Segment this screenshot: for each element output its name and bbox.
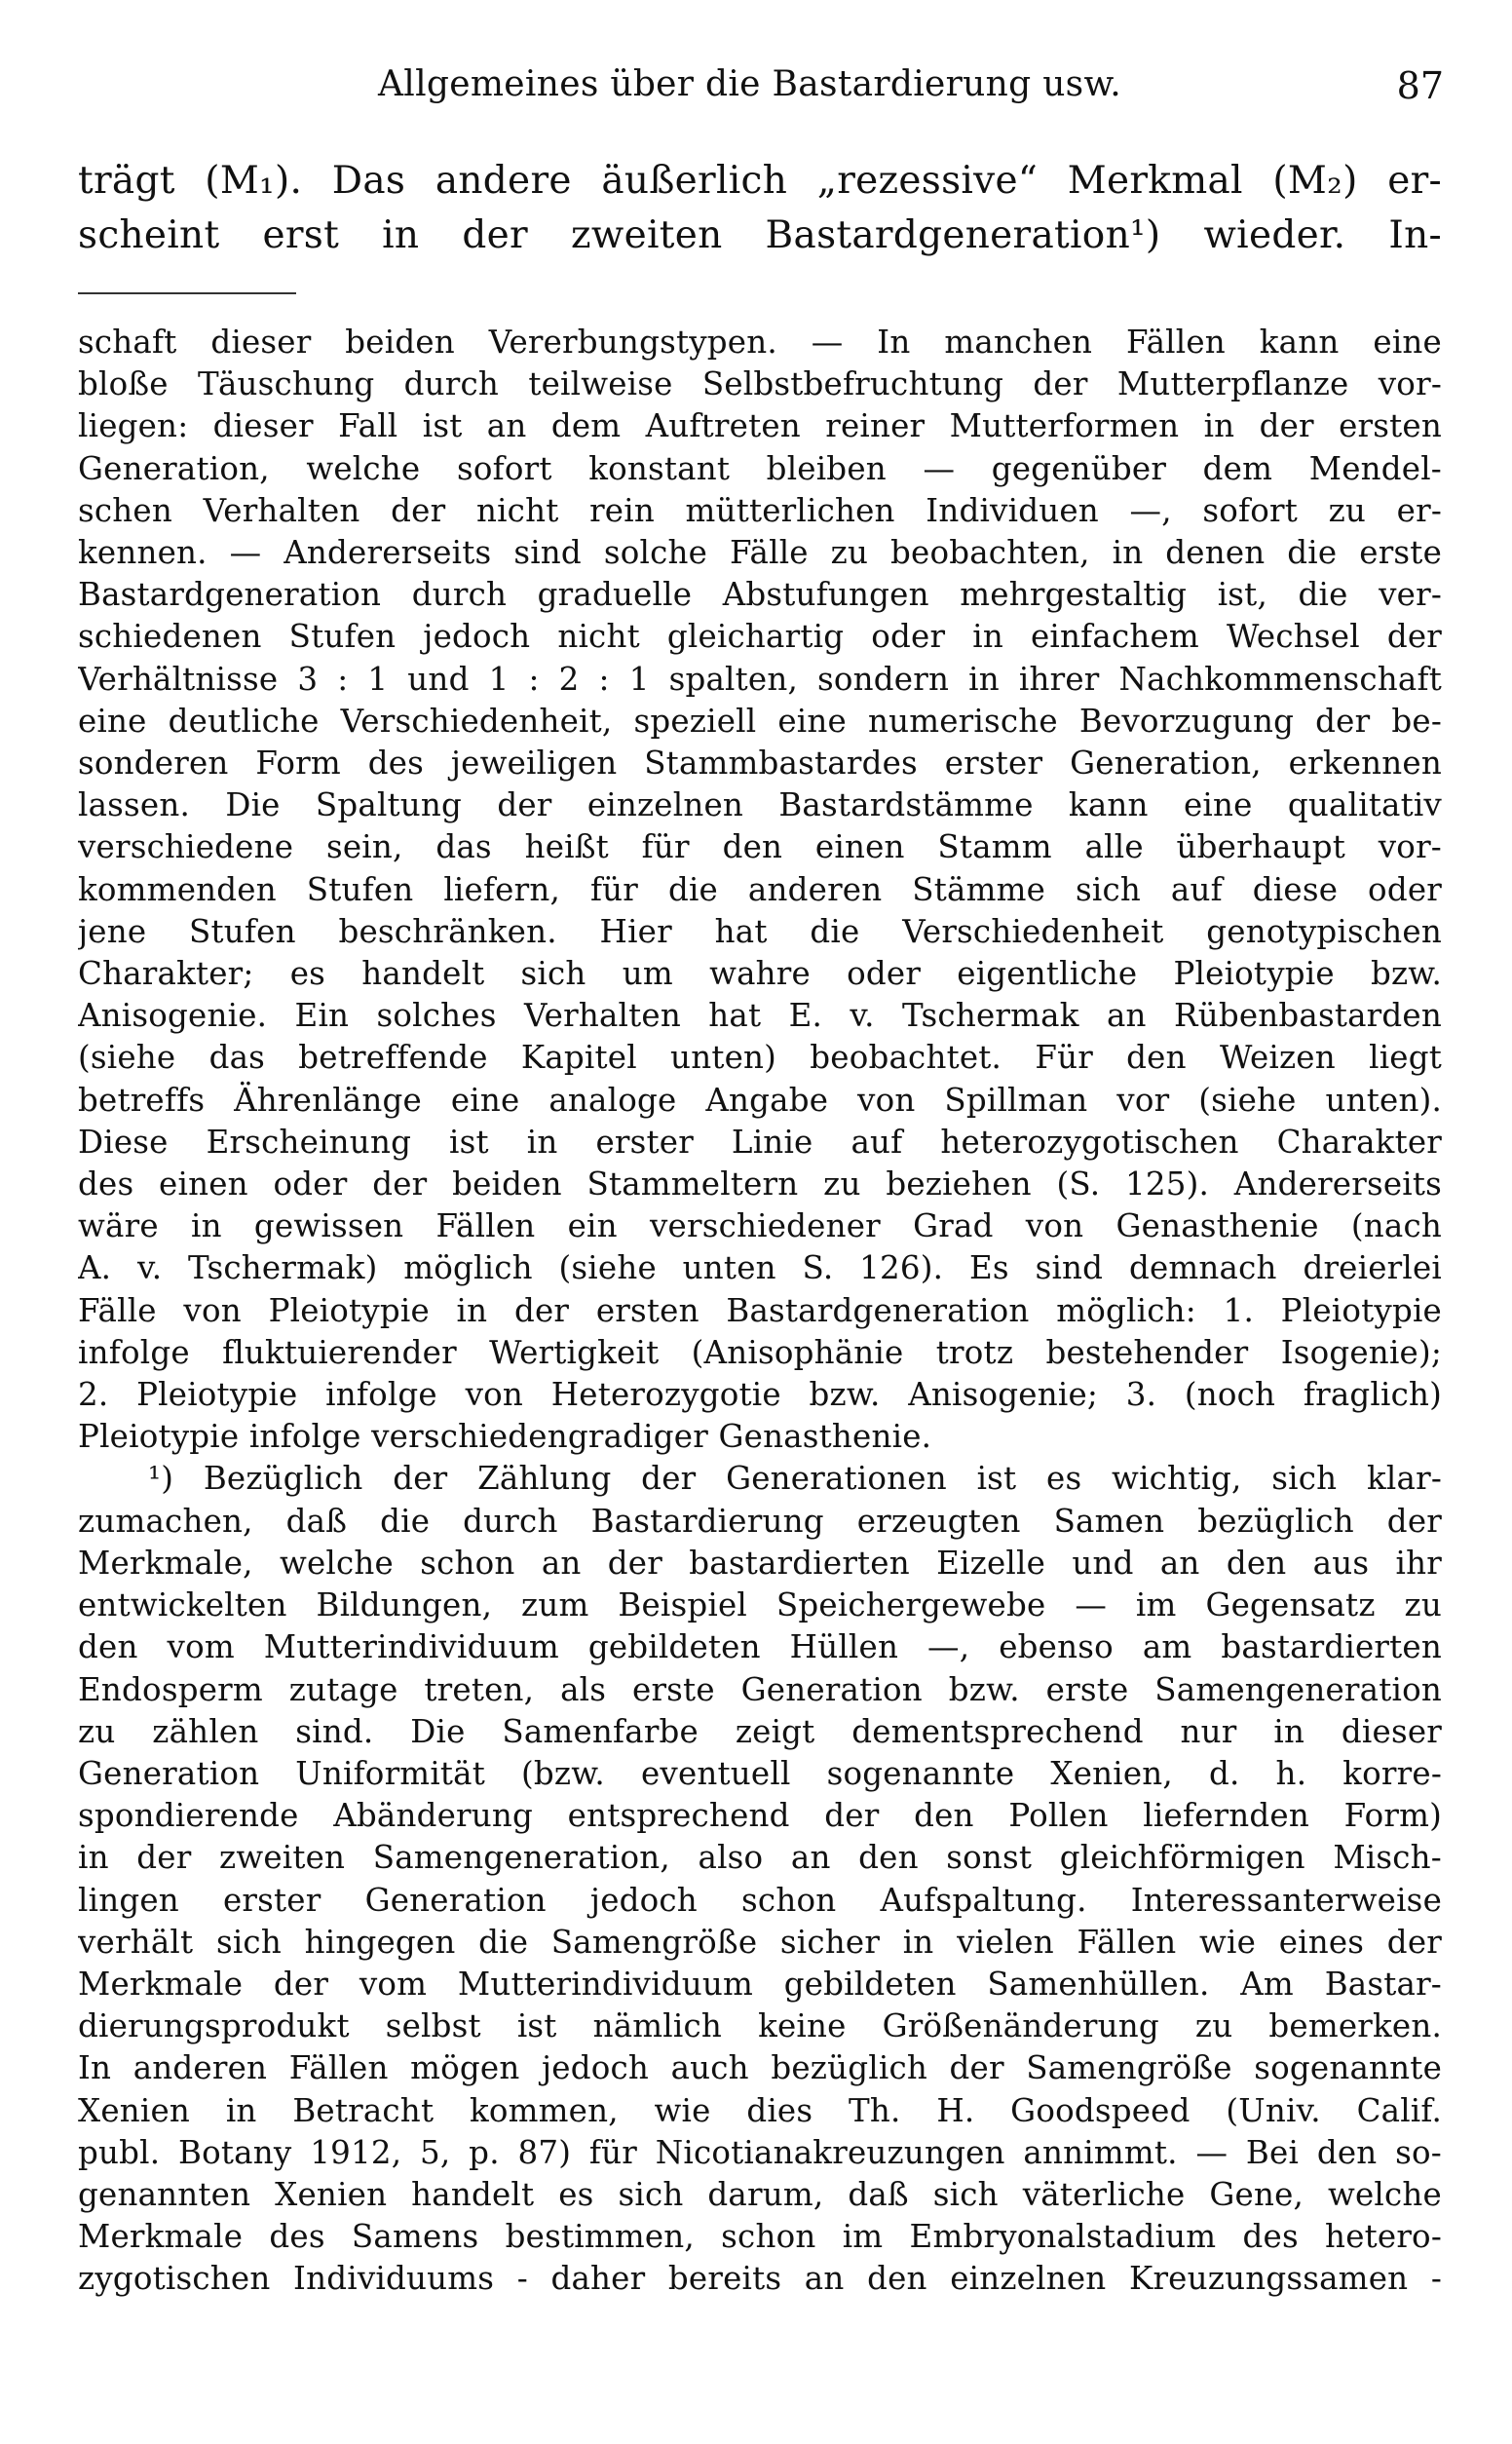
footnote-line: publ. Botany 1912, 5, p. 87) für Nicotianakreuzungen annimmt. — Bei den so- [78, 2133, 1442, 2171]
footnote-line: des einen oder der beiden Stammeltern zu beziehen (S. 125). Andererseits [78, 1165, 1442, 1203]
footnote-line: Xenien in Betracht kommen, wie dies Th. H. Goodspeed (Univ. Calif. [78, 2091, 1442, 2129]
footnote-line: lassen. Die Spaltung der einzelnen Bastardstämme kann eine qualitativ [78, 786, 1442, 824]
footnote-line: liegen: dieser Fall ist an dem Auftreten reiner Mutterformen in der ersten [78, 407, 1442, 445]
footnote-line: schen Verhalten der nicht rein mütterlichen Individuen —, sofort zu er- [78, 491, 1442, 529]
footnote-line: spondierende Abänderung entsprechend der den Pollen liefernden Form) [78, 1797, 1442, 1835]
footnote-line: infolge fluktuierender Wertigkeit (Anisophänie trotz bestehender Isogenie); [78, 1333, 1442, 1371]
text-line: trägt (M₁). Das andere äußerlich „rezessive“ Merkmal (M₂) er- [78, 159, 1442, 203]
text-line: scheint erst in der zweiten Bastardgeneration¹) wieder. In- [78, 213, 1442, 257]
footnote-line: Diese Erscheinung ist in erster Linie auf heterozygotischen Charakter [78, 1123, 1442, 1161]
footnote-line: Merkmale der vom Mutterindividuum gebildeten Samenhüllen. Am Bastar- [78, 1965, 1442, 2003]
footnote-line: Endosperm zutage treten, als erste Generation bzw. erste Samengeneration [78, 1670, 1442, 1708]
footnote-line: Merkmale des Samens bestimmen, schon im Embryonalstadium des hetero- [78, 2218, 1442, 2256]
footnote-1 [78, 1458, 1442, 2300]
footnote-line: bloße Täuschung durch teilweise Selbstbefruchtung der Mutterpflanze vor- [78, 365, 1442, 403]
footnote-line: lingen erster Generation jedoch schon Aufspaltung. Interessanterweise [78, 1881, 1442, 1919]
footnote-line: zu zählen sind. Die Samenfarbe zeigt dementsprechend nur in dieser [78, 1712, 1442, 1750]
footnote-line: Fälle von Pleiotypie in der ersten Bastardgeneration möglich: 1. Pleiotypie [78, 1291, 1442, 1329]
footnote-line: Pleiotypie infolge verschiedengradiger Genasthenie. [78, 1418, 932, 1456]
footnote-line: eine deutliche Verschiedenheit, speziell eine numerische Bevorzugung der be- [78, 702, 1442, 740]
footnote-continuation [78, 322, 1442, 1458]
footnote-line: Charakter; es handelt sich um wahre oder eigentliche Pleiotypie bzw. [78, 955, 1442, 993]
footnote-line: kommenden Stufen liefern, für die anderen Stämme sich auf diese oder [78, 870, 1442, 908]
footnote-line: 2. Pleiotypie infolge von Heterozygotie bzw. Anisogenie; 3. (noch fraglich) [78, 1376, 1442, 1414]
running-title: Allgemeines über die Bastardierung usw. [378, 64, 1122, 104]
footnote-line: Generation, welche sofort konstant bleiben — gegenüber dem Mendel- [78, 449, 1442, 487]
footnote-line: kennen. — Andererseits sind solche Fälle zu beobachten, in denen die erste [78, 534, 1442, 572]
footnote-line: Bastardgeneration durch graduelle Abstufungen mehrgestaltig ist, die ver- [78, 576, 1442, 614]
footnote-line: Merkmale, welche schon an der bastardierten Eizelle und an den aus ihr [78, 1544, 1442, 1582]
footnote-rule [78, 292, 296, 294]
footnote-line: dierungsprodukt selbst ist nämlich keine Größenänderung zu bemerken. [78, 2007, 1442, 2045]
main-text [78, 154, 1442, 263]
footnote-line: verhält sich hingegen die Samengröße sicher in vielen Fällen wie eines der [78, 1923, 1442, 1961]
page-header [78, 64, 1444, 119]
footnote-line: Generation Uniformität (bzw. eventuell sogenannte Xenien, d. h. korre- [78, 1754, 1442, 1792]
footnote-line: zumachen, daß die durch Bastardierung erzeugten Samen bezüglich der [78, 1502, 1442, 1540]
footnote-line: sonderen Form des jeweiligen Stammbastardes erster Generation, erkennen [78, 745, 1442, 783]
footnote-line: betreffs Ährenlänge eine analoge Angabe von Spillman vor (siehe unten). [78, 1081, 1442, 1119]
footnote-line: ¹) Bezüglich der Zählung der Generationen ist es wichtig, sich klar- [148, 1460, 1442, 1498]
footnote-line: Verhältnisse 3 : 1 und 1 : 2 : 1 spalten, sondern in ihrer Nachkommenschaft [78, 660, 1442, 698]
footnotes [78, 322, 1442, 2301]
footnote-line: Anisogenie. Ein solches Verhalten hat E. v. Tschermak an Rübenbastarden [78, 997, 1442, 1035]
footnote-line: verschiedene sein, das heißt für den einen Stamm alle überhaupt vor- [78, 828, 1442, 866]
footnote-line: wäre in gewissen Fällen ein verschiedener Grad von Genasthenie (nach [78, 1207, 1442, 1245]
footnote-line: jene Stufen beschränken. Hier hat die Verschiedenheit genotypischen [78, 912, 1442, 950]
page-number: 87 [1396, 64, 1444, 107]
footnote-line: entwickelten Bildungen, zum Beispiel Speichergewebe — im Gegensatz zu [78, 1586, 1442, 1624]
footnote-line: (siehe das betreffende Kapitel unten) beobachtet. Für den Weizen liegt [78, 1039, 1442, 1077]
footnote-line: A. v. Tschermak) möglich (siehe unten S. 126). Es sind demnach dreierlei [78, 1249, 1442, 1287]
footnote-line: den vom Mutterindividuum gebildeten Hüllen —, ebenso am bastardierten [78, 1628, 1442, 1666]
footnote-line: In anderen Fällen mögen jedoch auch bezüglich der Samengröße sogenannte [78, 2049, 1442, 2087]
footnote-line: genannten Xenien handelt es sich darum, daß sich väterliche Gene, welche [78, 2175, 1442, 2213]
footnote-line: zygotischen Individuums - daher bereits an den einzelnen Kreuzungssamen - [78, 2260, 1442, 2298]
footnote-line: schiedenen Stufen jedoch nicht gleichartig oder in einfachem Wechsel der [78, 618, 1442, 656]
footnote-line: schaft dieser beiden Vererbungstypen. — In manchen Fällen kann eine [78, 324, 1442, 361]
footnote-line: in der zweiten Samengeneration, also an den sonst gleichförmigen Misch- [78, 1839, 1442, 1877]
